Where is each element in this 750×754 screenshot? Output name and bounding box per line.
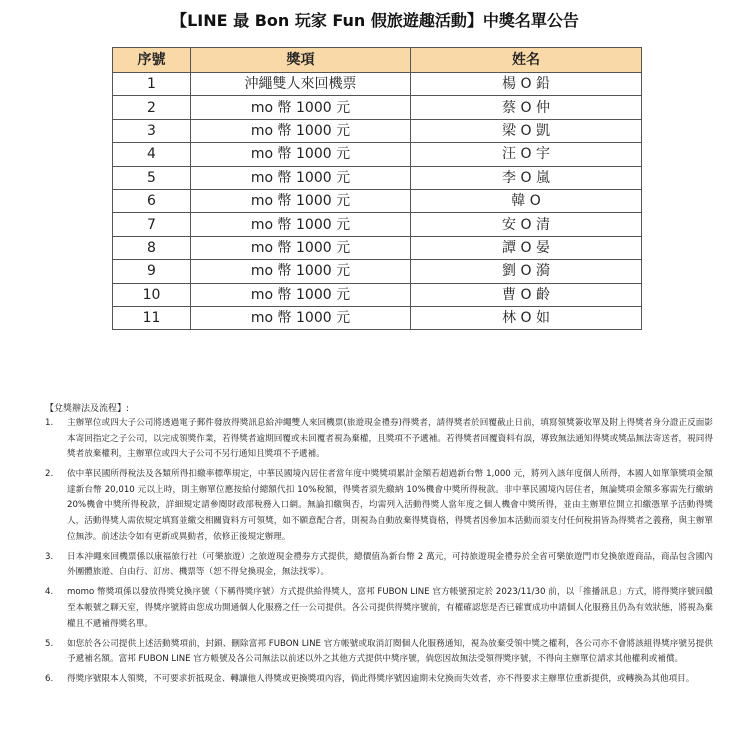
row-winner-name: 李 O 嵐 (411, 166, 642, 189)
table-row (113, 143, 642, 166)
row-prize: mo 幣 1000 元 (191, 283, 411, 306)
row-number: 6 (113, 189, 191, 212)
row-number: 10 (113, 283, 191, 306)
page-title: 【LINE 最 Bon 玩家 Fun 假旅遊趣活動】中獎名單公告 (171, 11, 579, 30)
table-header-row (113, 48, 642, 73)
row-prize: mo 幣 1000 元 (191, 236, 411, 259)
table-row (113, 236, 642, 259)
rules-heading: 【兌獎辦法及流程】: (45, 404, 130, 414)
rule-text: 得獎序號限本人領獎，不可要求折抵現金、轉讓他人得獎或更換獎項內容，倘此得獎序號因逾期未兌換而失效者，亦不得要求主辦單位重新提供，或轉換為其他項目。 (67, 674, 695, 685)
row-winner-name: 譚 O 晏 (411, 236, 642, 259)
table-row (113, 213, 642, 236)
row-prize: mo 幣 1000 元 (191, 119, 411, 142)
header-prize: 獎項 (191, 48, 411, 73)
winners-table (112, 47, 642, 330)
row-number: 2 (113, 96, 191, 119)
row-prize: mo 幣 1000 元 (191, 189, 411, 212)
rule-number: 4. (45, 587, 54, 598)
rule-item (45, 467, 713, 545)
row-number: 11 (113, 306, 191, 329)
rule-item (45, 416, 713, 463)
rule-number: 3. (45, 551, 54, 562)
rule-text: 日本沖繩來回機票係以康福旅行社（可樂旅遊）之旅遊現金禮券方式提供，總價值為新台幣 2 萬元，可持旅遊現金禮券於全省可樂旅遊門市兌換旅遊商品，商品包含國內外團體旅遊、自由行、訂房、機票等（恕不得兌換現金，無法找零）。 (67, 551, 713, 578)
table-row (113, 283, 642, 306)
rule-number: 6. (45, 674, 54, 685)
table-row (113, 189, 642, 212)
rule-text: 如您於各公司提供上述活動獎項前，封鎖、刪除富邦 FUBON LINE 官方帳號或取消訂閱個人化服務通知，視為放棄受領中獎之權利，各公司亦不會將該組得獎序號另提供予遞補名額。富邦 FUBON LINE 官方帳號及各公司無法以前述以外之其他方式提供中獎序號，倘您因故無法受領得獎序號，不得向主辦單位請求其他權利或補償。 (67, 638, 713, 665)
rule-number: 2. (45, 469, 54, 480)
rules-list (45, 416, 713, 693)
row-winner-name: 汪 O 宇 (411, 143, 642, 166)
row-winner-name: 蔡 O 仲 (411, 96, 642, 119)
row-number: 8 (113, 236, 191, 259)
header-number: 序號 (113, 48, 191, 73)
table-row (113, 166, 642, 189)
rule-item (45, 672, 713, 688)
row-winner-name: 林 O 如 (411, 306, 642, 329)
rule-number: 5. (45, 638, 54, 649)
row-number: 1 (113, 73, 191, 96)
row-prize: mo 幣 1000 元 (191, 143, 411, 166)
row-number: 9 (113, 260, 191, 283)
row-winner-name: 安 O 清 (411, 213, 642, 236)
table-row (113, 73, 642, 96)
rule-text: 主辦單位或四大子公司將透過電子郵件發放得獎訊息給沖繩雙人來回機票(旅遊現金禮券)得獎者，請得獎者於回覆截止日前，填寫領獎簽收單及附上得獎者身分證正反面影本寄回指定之子公司，以完成領獎作業，若得獎者逾期回覆或未回覆者視為棄權，且獎項不予遞補。若得獎者回覆資料有誤，導致無法通知得獎或獎品無法寄送者，視同得獎者放棄權利，主辦單位或四大子公司不另行通知且獎項不予遞補。 (67, 418, 713, 460)
row-prize: mo 幣 1000 元 (191, 213, 411, 236)
header-name: 姓名 (411, 48, 642, 73)
row-prize: mo 幣 1000 元 (191, 96, 411, 119)
row-winner-name: 楊 O 鉛 (411, 73, 642, 96)
row-winner-name: 劉 O 漪 (411, 260, 642, 283)
rule-item (45, 637, 713, 668)
row-prize: mo 幣 1000 元 (191, 166, 411, 189)
row-winner-name: 梁 O 凱 (411, 119, 642, 142)
row-prize: mo 幣 1000 元 (191, 260, 411, 283)
rule-number: 1. (45, 418, 54, 428)
row-number: 3 (113, 119, 191, 142)
row-winner-name: 曹 O 齡 (411, 283, 642, 306)
row-number: 5 (113, 166, 191, 189)
rule-item (45, 550, 713, 581)
table-row (113, 96, 642, 119)
row-prize: mo 幣 1000 元 (191, 306, 411, 329)
row-prize: 沖繩雙人來回機票 (191, 73, 411, 96)
row-number: 4 (113, 143, 191, 166)
rule-text: momo 幣獎項係以發放得獎兌換序號（下稱得獎序號）方式提供給得獎人，富邦 FUBON LINE 官方帳號預定於 2023/11/30 前，以「推播訊息」方式，將得獎序號回饋至本帳號之聊天室，得獎序號將由您成功開通個人化服務之任一公司提供。各公司提供得獎序號前，有權確認您是否已確實成功申請個人化服務且仍為有效狀態，將視為棄權且不遞補得獎名單。 (67, 587, 713, 629)
row-number: 7 (113, 213, 191, 236)
table-row (113, 260, 642, 283)
table-row (113, 119, 642, 142)
rule-text: 依中華民國所得稅法及各類所得扣繳率標準規定，中華民國境內居住者當年度中獎獎項累計金額若超過新台幣 1,000 元，將列入該年度個人所得，本國人如單筆獎項金額達新台幣 20,010 元以上時，則主辦單位應按給付總額代扣 10%稅額，得獎者須先繳納 10%機會中獎所得稅款。非中華民國境內居住者，無論獎項金額多寡需先行繳納 20%機會中獎所得稅款，詳細規定請參閱財政部稅務入口網。無論扣繳與否，均需列入活動得獎人當年度之個人機會中獎所得，並由主辦單位開立扣繳憑單予活動得獎人，活動得獎人需依規定填寫並繳交相關資料方可領獎，如不願意配合者，則視為自動放棄得獎資格，得獎者因參加本活動而須支付任何稅捐皆為得獎者之義務，與主辦單位無涉。前述法令如有更新或異動者，依修正後規定辦理。 (67, 469, 713, 542)
rule-item (45, 585, 713, 632)
row-winner-name: 韓 O (411, 189, 642, 212)
table-row (113, 306, 642, 329)
